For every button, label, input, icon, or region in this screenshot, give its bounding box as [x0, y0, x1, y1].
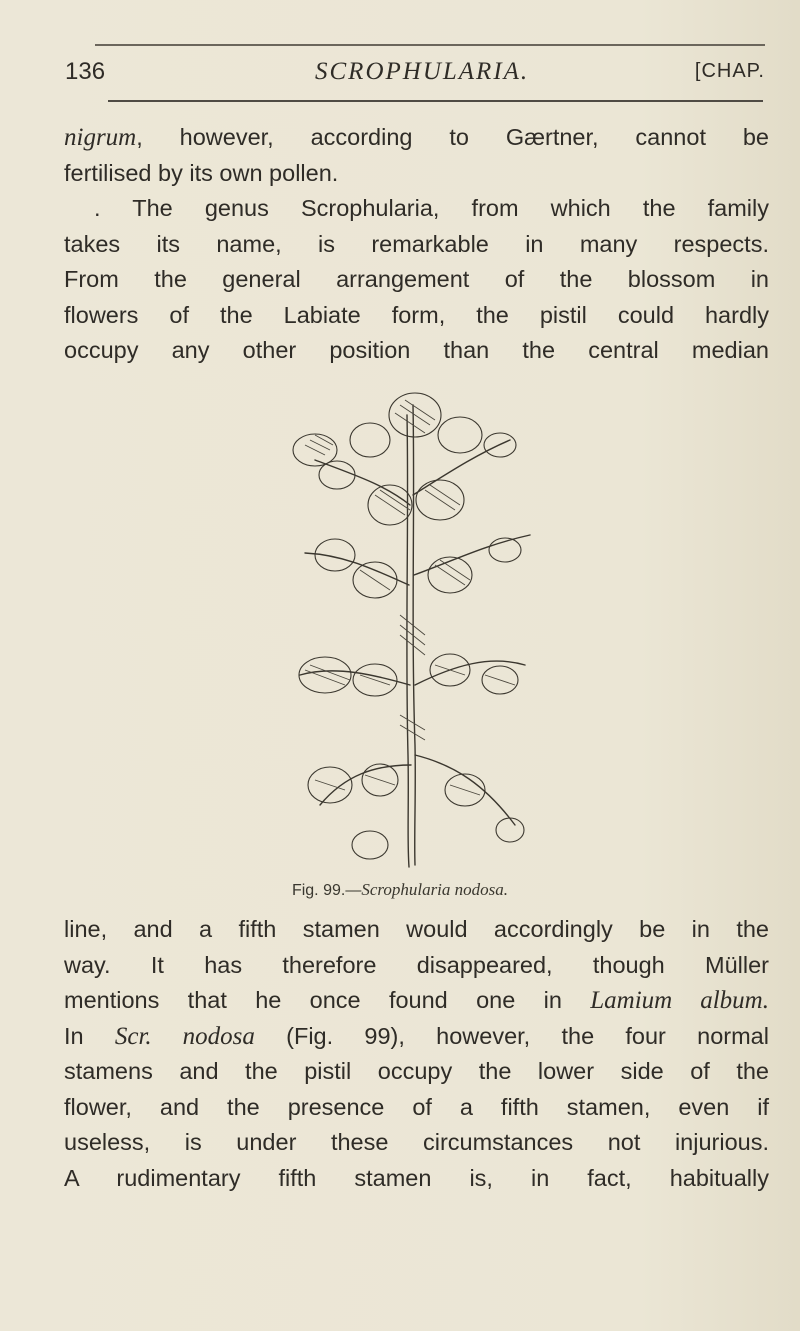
text-line: takes its name, is remarkable in many respects. [64, 230, 769, 257]
text-span: (Fig. 99), however, the four normal [254, 1022, 769, 1049]
text-line: useless, is under these circumstances not injurious. [64, 1129, 769, 1155]
text-line: . The genus Scrophularia, from which the family [94, 195, 769, 221]
species-name: Scr. nodosa [114, 1022, 255, 1050]
running-head: SCROPHULARIA. [315, 58, 530, 85]
text-line: fertilised by its own pollen. [64, 159, 339, 186]
text-line: stamens and the pistil occupy the lower side of the [64, 1058, 769, 1084]
figure-caption [0, 880, 800, 900]
species-name: Lamium album. [590, 987, 769, 1014]
text-line: way. It has therefore disappeared, though Müller [64, 951, 769, 978]
text-span: , however, according to Gærtner, cannot be [136, 124, 769, 150]
text-line: From the general arrangement of the blossom in [64, 266, 769, 292]
page-number: 136 [65, 58, 106, 85]
caption-label: Fig. 99.— [291, 882, 362, 899]
text-line [64, 120, 769, 156]
text-line [64, 983, 769, 1019]
text-span: In [64, 1022, 115, 1049]
text-line: flowers of the Labiate form, the pistil could hardly [64, 301, 769, 328]
text-span: mentions that he once found one in [64, 987, 591, 1013]
chapter-label: [CHAP. [694, 60, 765, 82]
top-rule [95, 44, 765, 46]
text-line: flower, and the presence of a fifth stamen, even if [64, 1093, 769, 1120]
species-name: nigrum [64, 124, 137, 151]
text-line: occupy any other position than the central median [64, 337, 769, 363]
caption-species: Scrophularia nodosa. [361, 880, 509, 899]
text-line [64, 1019, 769, 1055]
text-block-top [64, 120, 769, 369]
header-rule [108, 100, 763, 102]
scrophularia-illustration [275, 385, 545, 875]
text-block-bottom [64, 912, 769, 1196]
text-line: line, and a fifth stamen would accordingly be in the [64, 916, 769, 942]
text-line: A rudimentary fifth stamen is, in fact, habitually [64, 1164, 769, 1191]
page-header [65, 58, 765, 98]
